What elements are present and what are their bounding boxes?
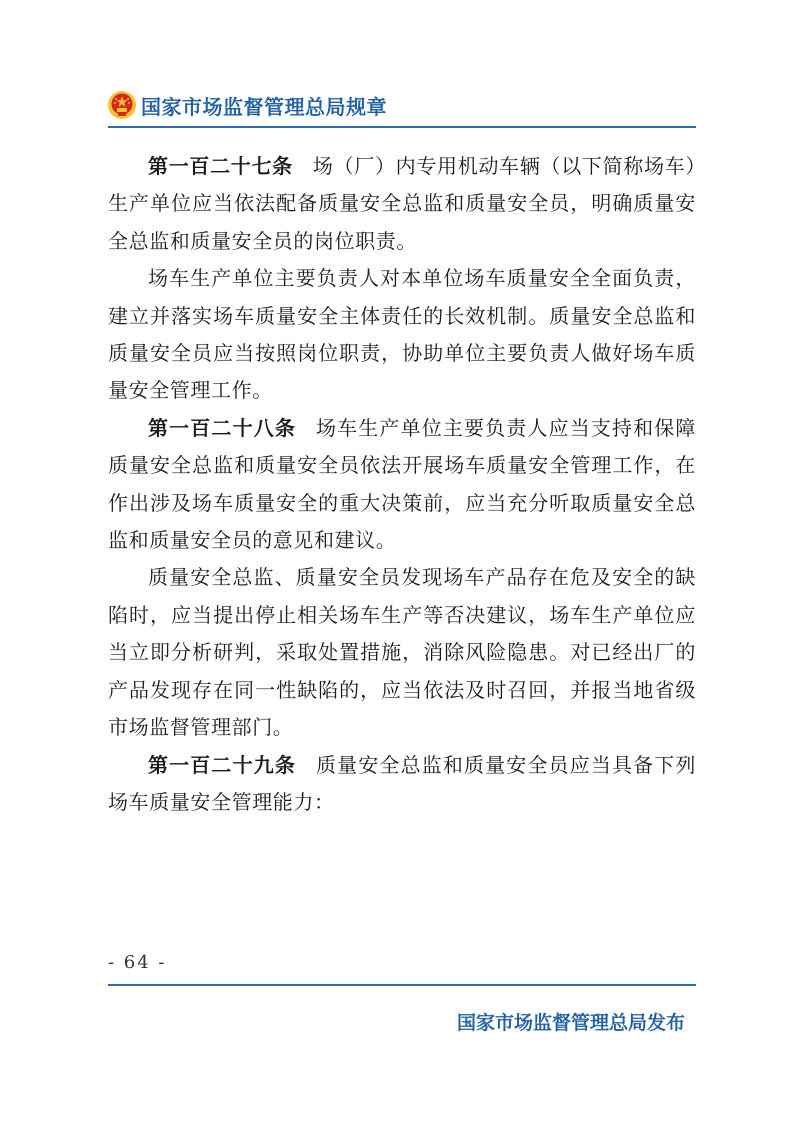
article-paragraph [108, 747, 696, 822]
header-divider [108, 126, 696, 128]
article-paragraph [108, 148, 696, 260]
paragraph-text: 质量安全总监和质量安全员应当具备下列场车质量安全管理能力： [108, 752, 696, 814]
body-paragraph [108, 559, 696, 746]
body-paragraph [108, 260, 696, 410]
paragraph-text: 场（厂）内专用机动车辆（以下简称场车）生产单位应当依法配备质量安全总监和质量安全员，明确质量安全总监和质量安全员的岗位职责。 [108, 154, 696, 253]
article-number: 第一百二十九条 [148, 752, 296, 777]
page-header [107, 86, 387, 124]
national-emblem-icon [107, 90, 137, 120]
article-number: 第一百二十八条 [148, 415, 296, 440]
article-paragraph [108, 410, 696, 560]
paragraph-text: 质量安全总监、质量安全员发现场车产品存在危及安全的缺陷时，应当提出停止相关场车生产等否决建议，场车生产单位应当立即分析研判，采取处置措施，消除风险隐患。对已经出厂的产品发现存在同一性缺陷的，应当依法及时召回，并报当地省级市场监督管理部门。 [108, 565, 696, 740]
paragraph-text: 场车生产单位主要负责人对本单位场车质量安全全面负责，建立并落实场车质量安全主体责任的长效机制。质量安全总监和质量安全员应当按照岗位职责，协助单位主要负责人做好场车质量安全管理工作。 [108, 266, 696, 403]
paragraph-text: 场车生产单位主要负责人应当支持和保障质量安全总监和质量安全员依法开展场车质量安全管理工作，在作出涉及场车质量安全的重大决策前，应当充分听取质量安全总监和质量安全员的意见和建议。 [108, 415, 696, 553]
header-title: 国家市场监督管理总局规章 [141, 94, 387, 119]
footer-divider [108, 984, 696, 986]
page-number: - 64 - [108, 952, 167, 973]
footer-publisher: 国家市场监督管理总局发布 [456, 1012, 685, 1034]
document-body [108, 148, 696, 821]
article-number: 第一百二十七条 [148, 154, 293, 178]
